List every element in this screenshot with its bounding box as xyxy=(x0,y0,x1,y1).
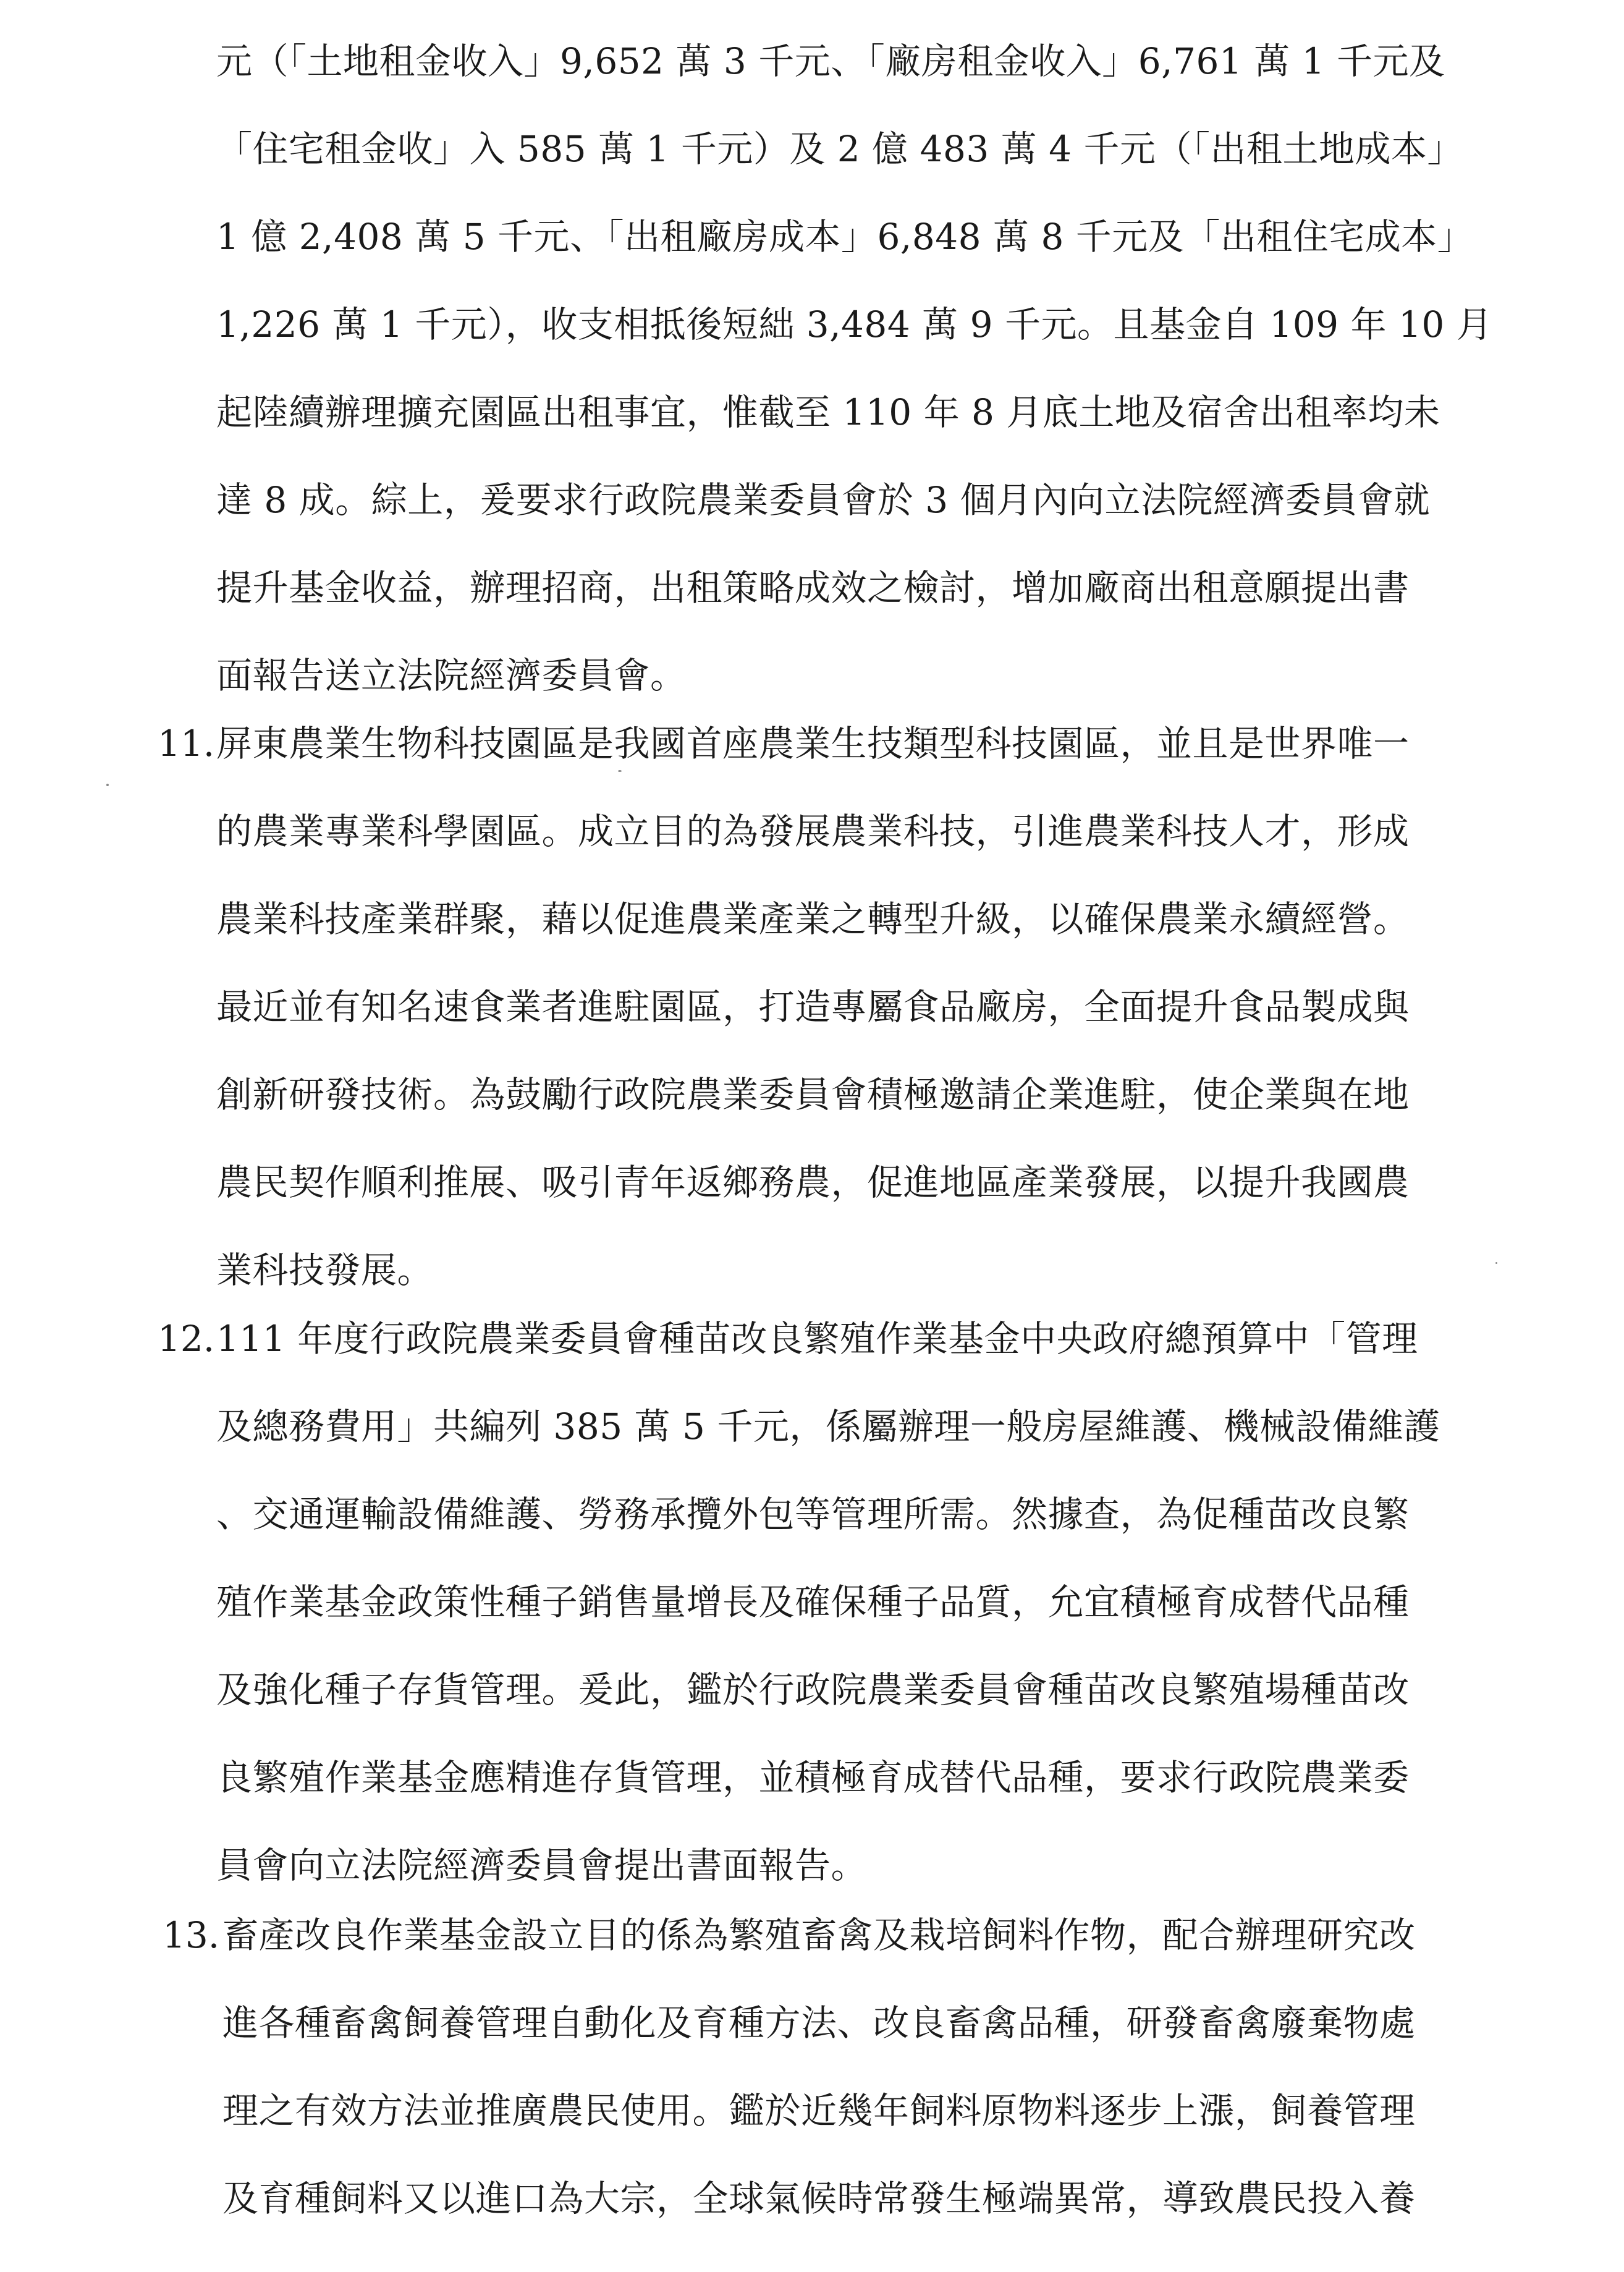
intro-line-4: 1,226 萬 1 千元），收支相抵後短絀 3,484 萬 9 千元。且基金自 109 年 10 月 xyxy=(216,303,1493,345)
item-13-line-3: 理之有效方法並推廣農民使用。鑑於近幾年飼料原物料逐步上漲，飼養管理 xyxy=(222,2090,1416,2132)
item-12-line-4: 殖作業基金政策性種子銷售量增長及確保種子品質，允宜積極育成替代品種 xyxy=(216,1581,1410,1623)
scan-speck xyxy=(1495,1262,1497,1264)
intro-line-1: 元（「土地租金收入」9,652 萬 3 千元、「廠房租金收入」6,761 萬 1 千元及 xyxy=(216,40,1445,82)
item-13-number: 13. xyxy=(163,1914,220,1956)
item-12-number: 12. xyxy=(158,1318,215,1360)
item-11-line-6: 農民契作順利推展、吸引青年返鄉務農，促進地區產業發展，以提升我國農 xyxy=(216,1161,1410,1203)
item-12-line-7: 員會向立法院經濟委員會提出書面報告。 xyxy=(216,1844,868,1886)
intro-line-2: 「住宅租金收」入 585 萬 1 千元）及 2 億 483 萬 4 千元（「出租土地成本」 xyxy=(216,128,1463,170)
item-12-line-6: 良繁殖作業基金應精進存貨管理，並積極育成替代品種，要求行政院農業委 xyxy=(216,1757,1410,1799)
item-11-line-1: 屏東農業生物科技園區是我國首座農業生技類型科技園區，並且是世界唯一 xyxy=(216,723,1410,765)
item-13-line-2: 進各種畜禽飼養管理自動化及育種方法、改良畜禽品種，研發畜禽廢棄物處 xyxy=(222,2002,1416,2044)
scan-speck xyxy=(106,784,109,786)
item-13-line-1: 畜產改良作業基金設立目的係為繁殖畜禽及栽培飼料作物，配合辦理研究改 xyxy=(222,1914,1416,1956)
intro-line-7: 提升基金收益，辦理招商，出租策略成效之檢討，增加廠商出租意願提出書 xyxy=(216,567,1410,609)
intro-line-3: 1 億 2,408 萬 5 千元、「出租廠房成本」6,848 萬 8 千元及「出租住宅成本」 xyxy=(216,216,1474,258)
item-11-number: 11. xyxy=(158,723,215,765)
item-12-line-2: 及總務費用」共編列 385 萬 5 千元，係屬辦理一般房屋維護、機械設備維護 xyxy=(216,1405,1440,1448)
item-11-line-4: 最近並有知名速食業者進駐園區，打造專屬食品廠房，全面提升食品製成與 xyxy=(216,986,1410,1028)
intro-line-5: 起陸續辦理擴充園區出租事宜，惟截至 110 年 8 月底土地及宿舍出租率均未 xyxy=(216,391,1440,433)
item-11-line-5: 創新研發技術。為鼓勵行政院農業委員會積極邀請企業進駐，使企業與在地 xyxy=(216,1074,1410,1116)
item-11-line-7: 業科技發展。 xyxy=(216,1249,434,1291)
item-12-line-3: 、交通運輸設備維護、勞務承攬外包等管理所需。然據查，為促種苗改良繁 xyxy=(216,1493,1410,1535)
item-11-line-3: 農業科技產業群聚，藉以促進農業產業之轉型升級，以確保農業永續經營。 xyxy=(216,898,1410,940)
scan-speck xyxy=(618,770,622,772)
intro-line-6: 達 8 成。綜上，爰要求行政院農業委員會於 3 個月內向立法院經濟委員會就 xyxy=(216,479,1431,521)
item-11-line-2: 的農業專業科學園區。成立目的為發展農業科技，引進農業科技人才，形成 xyxy=(216,810,1410,852)
item-12-line-1: 111 年度行政院農業委員會種苗改良繁殖作業基金中央政府總預算中「管理 xyxy=(216,1318,1418,1360)
intro-line-8: 面報告送立法院經濟委員會。 xyxy=(216,655,687,697)
item-13-line-4: 及育種飼料又以進口為大宗，全球氣候時常發生極端異常，導致農民投入養 xyxy=(222,2177,1416,2219)
item-12-line-5: 及強化種子存貨管理。爰此，鑑於行政院農業委員會種苗改良繁殖場種苗改 xyxy=(216,1669,1410,1711)
